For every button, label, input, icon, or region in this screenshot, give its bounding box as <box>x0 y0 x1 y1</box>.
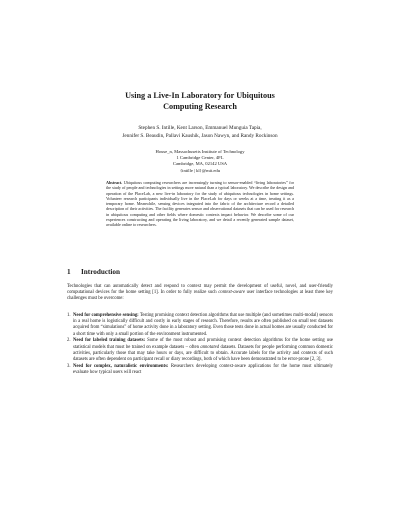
affiliation-line: House_n, Massachusetts Institute of Technology <box>155 149 245 154</box>
intro-text: Technologies that can automatically detect and respond to context may permit the development of useful, novel, and user-friendly computational devices for the home setting [1]. In order to fully realize such <box>67 284 333 296</box>
challenge-list <box>67 313 333 377</box>
abstract <box>106 180 294 228</box>
list-item <box>67 338 333 363</box>
abstract-label: Abstract. <box>106 180 123 185</box>
item-text: datasets. Datasets for people performing common domestic activities, particularly those that may take hours or days, are difficult to obtain. Accurate labels for the activity and contexts of such datasets are often dependent on participant recall or diary recordings, both of which have been demonstrated to be error-prone [2, 3]. <box>73 344 333 362</box>
item-heading: Need for labeled training datasets: <box>73 338 146 344</box>
author-line: Jennifer S. Beaudin, Pallavi Kaushik, Jason Nawyn, and Randy Rockinson <box>122 133 278 139</box>
abstract-text: Ubiquitous computing researchers are increasingly turning to sensor-enabled “living laboratories” for the study of people and technologies in settings more natural than a typical laboratory. We describe the design and operation of the PlaceLab, a new live-in laboratory for the study of ubiquitous technologies in home settings. Volunteer research participants individually live in the PlaceLab for days or weeks at a time, treating it as a temporary home. Meanwhile, sensing devices integrated into the fabric of the architecture record a detailed description of their activities. The facility generates sensor and observational datasets that can be used for research in ubiquitous computing and other fields where domestic contexts impact behavior. We describe some of our experiences constructing and operating the living laboratory, and we detail a recently generated sample dataset, available online to researchers. <box>106 180 294 228</box>
intro-text: user interface technologies at least three key challenges must be overcome: <box>67 290 333 302</box>
list-item <box>67 313 333 338</box>
item-text: Testing promising context detection algorithms that use multiple (and sometimes multi-modal) sensors in a real home is logistically difficult and costly in early stages of research. Therefore, results are often published on small test datasets acquired from “simulations” of home activity done in a laboratory setting. Even those tests done in actual homes are usually conducted for a short time with only a small portion of the environment instrumented. <box>73 313 333 337</box>
section-number: 1 <box>67 268 71 276</box>
item-emphasis: annotated <box>200 344 220 350</box>
paper-title <box>60 90 340 112</box>
item-number: 3. <box>67 363 71 369</box>
affiliation-line: Cambridge, MA, 02142 USA <box>172 161 228 167</box>
author-line: Stephen S. Intille, Kent Larson, Emmanuel Munguia Tapia, <box>138 125 262 131</box>
item-text: Some of the most robust and promising context detection algorithms for the home setting use statistical models that must be trained on example datasets – often <box>73 338 333 350</box>
affiliation-email: {intille | kl}@mit.edu <box>179 167 221 173</box>
list-item <box>67 364 333 376</box>
item-number: 1. <box>67 313 71 318</box>
item-text: Researchers developing context-aware applications for the home must ultimately evaluate how typical users will react <box>73 363 333 375</box>
affiliation <box>100 149 300 174</box>
section-heading <box>67 268 120 276</box>
item-heading: Need for comprehensive sensing: <box>73 313 139 318</box>
author-list <box>60 124 340 140</box>
item-number: 2. <box>67 338 71 344</box>
item-heading: Need for complex, naturalistic environments: <box>73 363 169 369</box>
affiliation-line: 1 Cambridge Center, 4FL <box>176 155 224 161</box>
title-line: Computing Research <box>163 102 237 111</box>
title-line: Using a Live-In Laboratory for Ubiquitous <box>125 91 275 100</box>
intro-emphasis: context-aware <box>218 290 245 296</box>
section-title: Introduction <box>81 268 121 276</box>
intro-paragraph <box>67 284 333 303</box>
